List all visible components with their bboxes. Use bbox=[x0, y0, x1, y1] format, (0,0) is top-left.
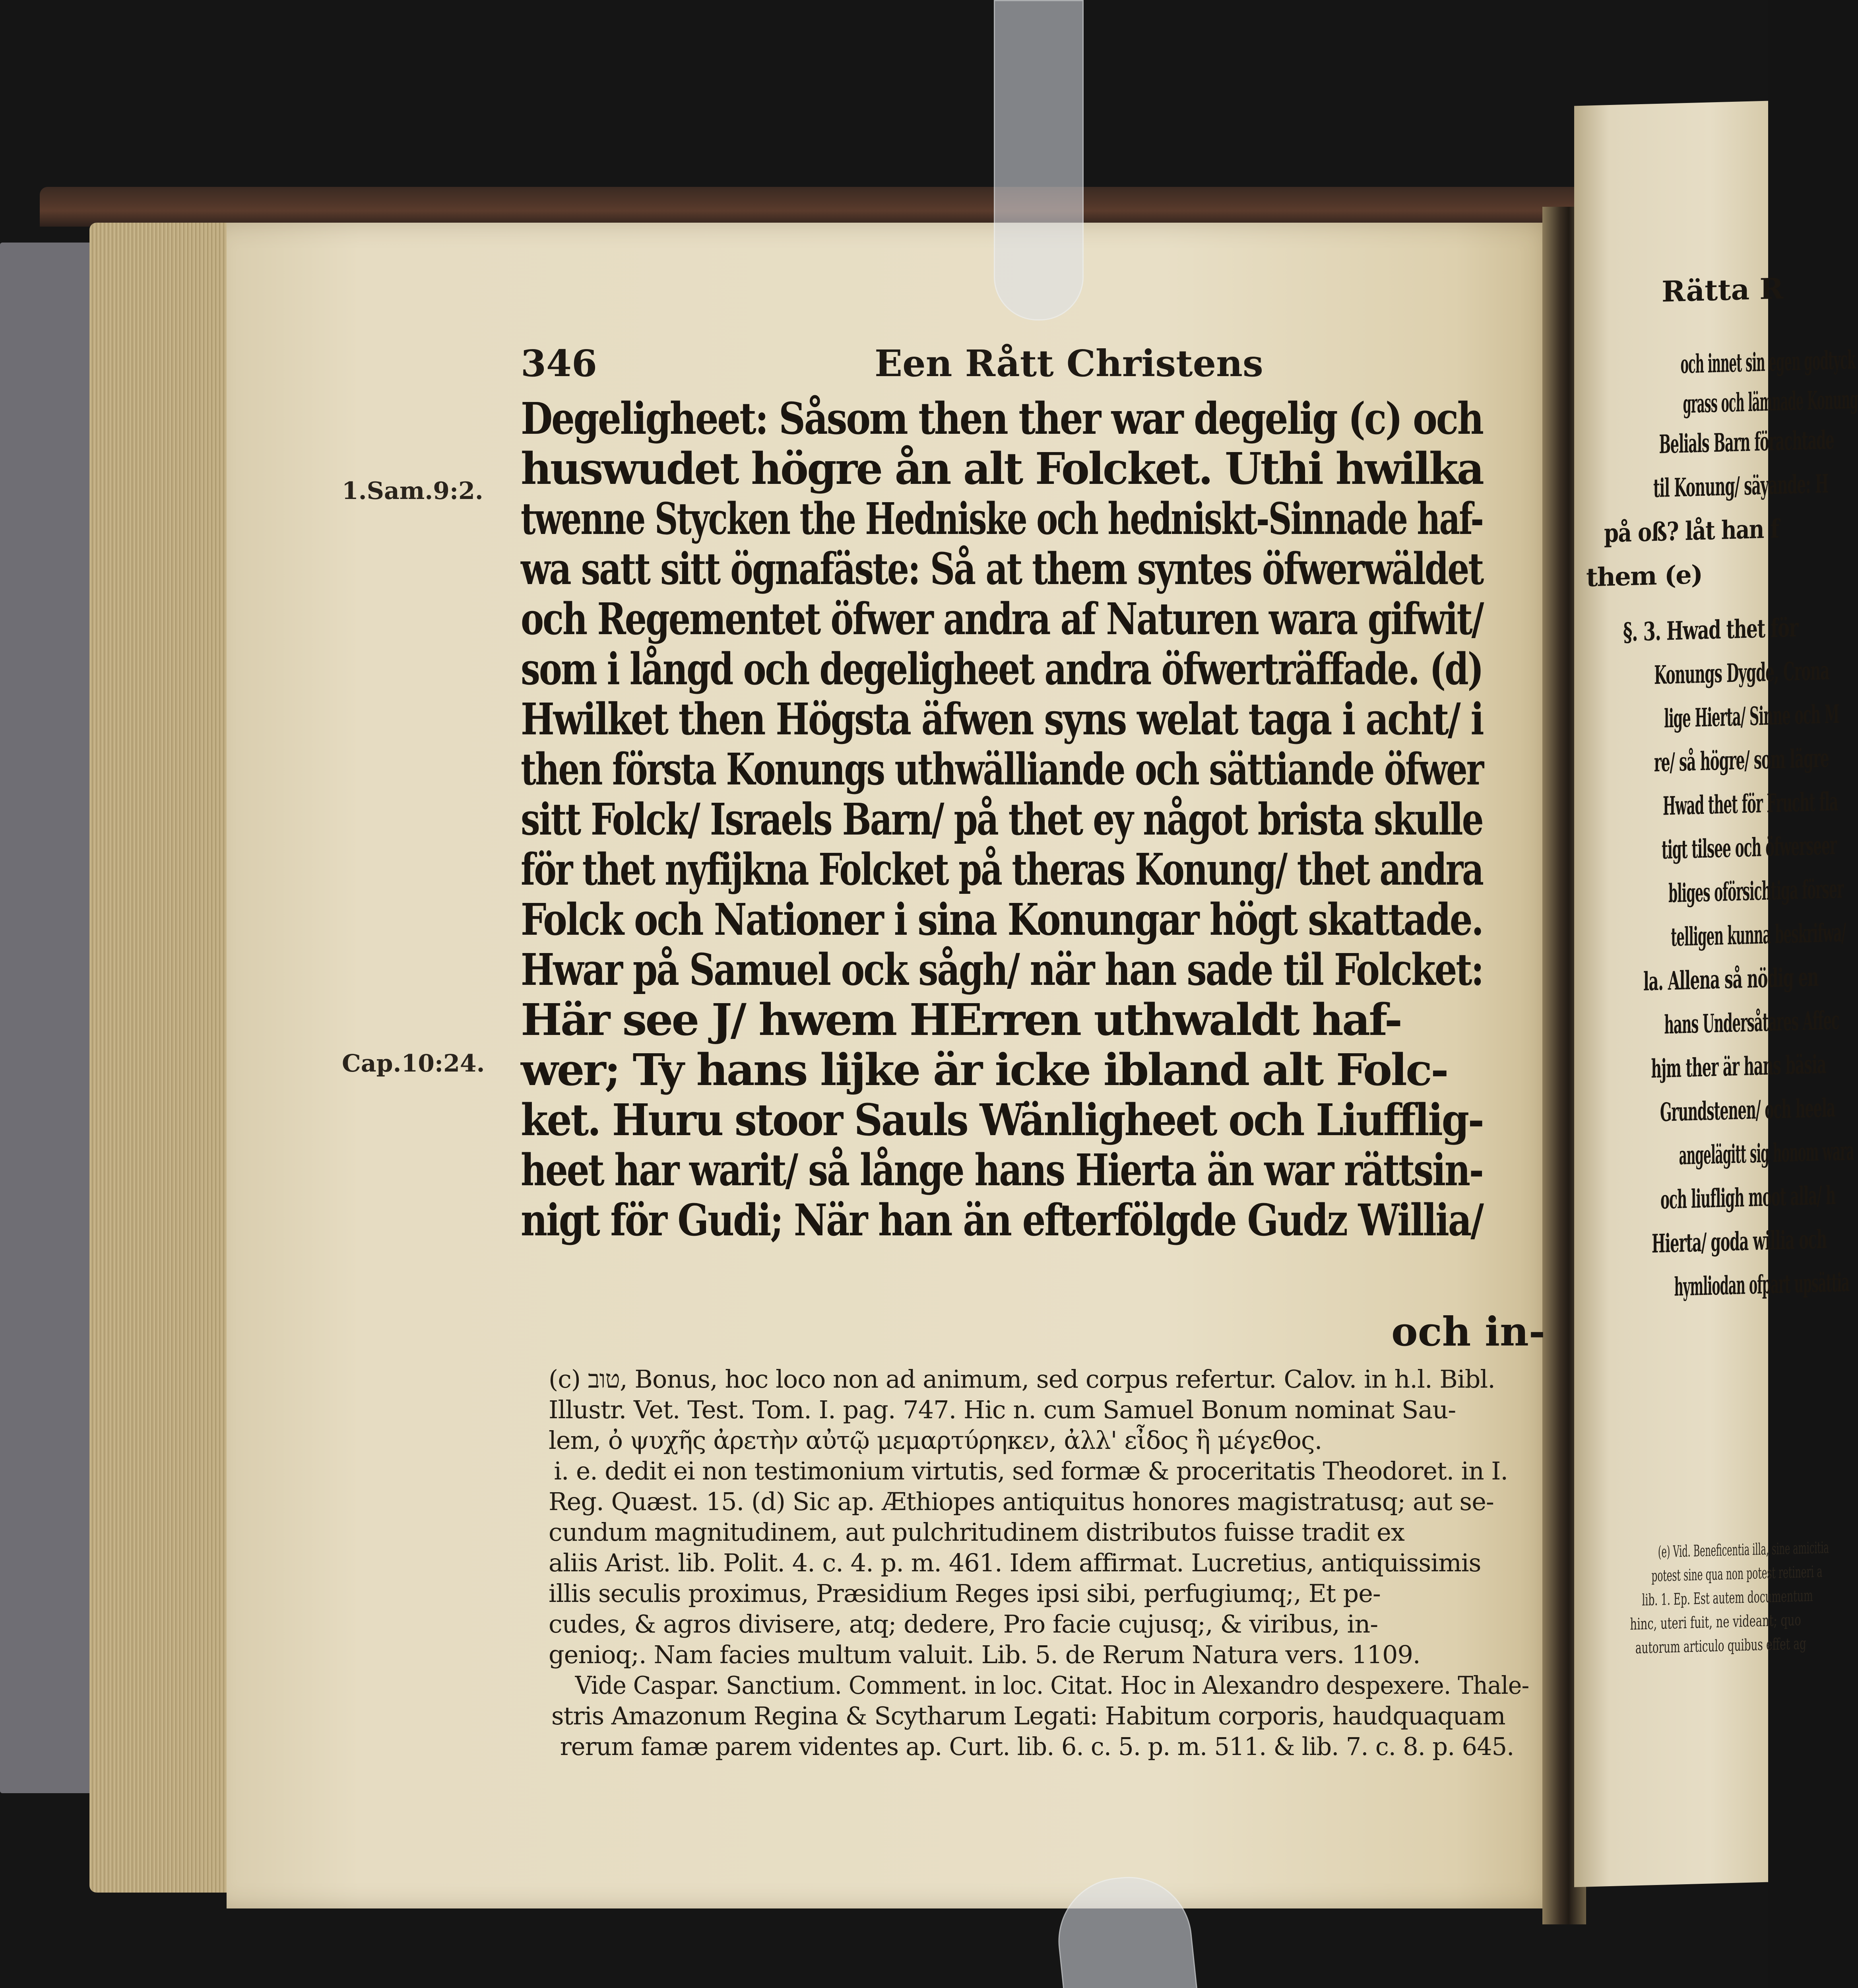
right-footnote-line: (e) Vid. Beneficentia illa, sine amicitia bbox=[1658, 1538, 1829, 1561]
right-text-line: hjm ther är hans bäsia bbox=[1651, 1049, 1826, 1084]
text-line: för thet nyfijkna Folcket på theras Konung/ thet andra bbox=[521, 844, 1483, 895]
text-line: heet har warit/ så långe hans Hierta än war rättsin- bbox=[521, 1144, 1483, 1196]
right-text-line: tigt tilsee och öfwerseer bbox=[1661, 831, 1837, 865]
text-line: wer; Ty hans lijke är icke ibland alt Folc- bbox=[521, 1044, 1447, 1095]
text-line: ket. Huru stoor Sauls Wänligheet och Liufflig- bbox=[521, 1094, 1483, 1145]
footnote-line: rerum famæ parem videntes ap. Curt. lib. 6. c. 5. p. m. 511. & lib. 7. c. 8. p. 645. bbox=[560, 1732, 1514, 1761]
right-text-line: re/ så högre/ som lägre bbox=[1654, 743, 1829, 778]
footnote-line: Illustr. Vet. Test. Tom. I. pag. 747. Hic n. cum Samuel Bonum nominat Sau- bbox=[549, 1395, 1456, 1424]
right-footnote-line: potest sine qua non potest retineri a bbox=[1651, 1563, 1823, 1586]
right-text-line: Hierta/ goda willia och bbox=[1652, 1224, 1827, 1259]
text-line: Degeligheet: Såsom then ther war degelig (c) och bbox=[521, 393, 1483, 444]
right-text-line: hans Undersåtares Affec bbox=[1664, 1005, 1839, 1040]
right-footnote-line: autorum articulo quibus effet ag bbox=[1635, 1635, 1806, 1658]
text-line: Hwilket then Högsta äfwen syns welat taga i acht/ i bbox=[521, 693, 1483, 745]
right-footnote-line: lib. 1. Ep. Est autem documentum bbox=[1642, 1586, 1813, 1609]
page-number: 346 bbox=[521, 342, 597, 385]
right-text-line: och innet sin egen godtyck bbox=[1680, 345, 1856, 380]
right-text-line: grass och lämnade Konung bbox=[1683, 384, 1858, 419]
footnote-line: lem, ὀ ψυχῆς ἀρετὴν αὐτῷ μεμαρτύρηκεν, ἀλλ' εἶδος ἢ μέγεθος. bbox=[549, 1426, 1322, 1455]
text-line: wa satt sitt ögnafäste: Så at them syntes öfwerwäldet bbox=[521, 543, 1483, 594]
running-head: Een Rått Christens bbox=[875, 342, 1263, 385]
text-line: Här see J/ hwem HErren uthwaldt haf- bbox=[521, 994, 1401, 1045]
right-page bbox=[1574, 101, 1858, 1887]
right-text-line: och liufligh moot alla/ h bbox=[1660, 1180, 1836, 1215]
right-text-line: Konungs Dygde, Crona bbox=[1654, 656, 1829, 691]
text-line: then första Konungs uthwälliande och sättiande öfwer bbox=[521, 744, 1483, 795]
footnote-line: i. e. dedit ei non testimonium virtutis, sed formæ & proceritatis Theodoret. in I. bbox=[554, 1456, 1508, 1485]
right-text-line: Grundstenen/ och heela bbox=[1660, 1093, 1835, 1128]
right-text-line: la. Allena så nödig en bbox=[1643, 962, 1818, 997]
right-running-head: Rätta R bbox=[1662, 271, 1784, 309]
catchword: och in- bbox=[1391, 1308, 1546, 1355]
margin-reference: Cap.10:24. bbox=[342, 1050, 485, 1077]
footnote-line: stris Amazonum Regina & Scytharum Legati: Habitum corporis, haudquaquam bbox=[551, 1701, 1505, 1730]
text-line: Hwar på Samuel ock sågh/ när han sade til Folcket: bbox=[521, 944, 1483, 995]
text-line: twenne Stycken the Hedniske och hedniskt-Sinnade haf- bbox=[521, 493, 1483, 544]
right-text-line: hymliodan ofpart upsättia bbox=[1674, 1268, 1849, 1302]
footnote-line: genioq;. Nam facies multum valuit. Lib. 5. de Rerum Natura vers. 1109. bbox=[549, 1640, 1420, 1669]
right-text-line: til Konung/ säyande: H bbox=[1653, 469, 1828, 504]
text-line: huswudet högre ån alt Folcket. Uthi hwilka bbox=[521, 443, 1483, 494]
footnote-line: cundum magnitudinem, aut pulchritudinem distributos fuisse tradit ex bbox=[549, 1518, 1404, 1547]
right-text-line: Belials Barn förachtade bbox=[1659, 425, 1834, 460]
text-line: som i långd och degeligheet andra öfwerträffade. (d) bbox=[521, 643, 1483, 695]
text-line: sitt Folck/ Israels Barn/ på thet ey något brista skulle bbox=[521, 794, 1483, 845]
main-text-block bbox=[521, 394, 1483, 1245]
footnote-line: cudes, & agros divisere, atq; dedere, Pro facie cujusq;, & viribus, in- bbox=[549, 1609, 1378, 1639]
right-text-line: lige Hierta/ Sinne och M bbox=[1664, 699, 1839, 734]
footnote-line: illis seculis proximus, Præsidium Reges ipsi sibi, perfugiumq;, Et pe- bbox=[549, 1579, 1381, 1608]
footnote-line: aliis Arist. lib. Polit. 4. c. 4. p. m. 461. Idem affirmat. Lucretius, antiquissimis bbox=[549, 1548, 1481, 1577]
right-text-line: på oß? låt han f bbox=[1604, 514, 1779, 549]
right-text-line: bliges oförsichtiga förser bbox=[1668, 874, 1844, 909]
text-line: och Regementet öfwer andra af Naturen wara gifwit/ bbox=[521, 593, 1483, 645]
text-line: Folck och Nationer i sina Konungar högt skattade. bbox=[521, 894, 1483, 945]
right-text-line: them (e) bbox=[1586, 559, 1703, 593]
right-text-line: telligen kunna beskrifwa/ bbox=[1671, 918, 1846, 953]
page-edges bbox=[89, 223, 240, 1893]
plastic-page-clip-top bbox=[994, 0, 1084, 320]
right-footnote-line: hinc, uteri fuit, ne videant; quo bbox=[1630, 1611, 1801, 1634]
footnote-line: (c) טוב, Bonus, hoc loco non ad animum, sed corpus refertur. Calov. in h.l. Bibl. bbox=[549, 1365, 1495, 1394]
footnote-line: Reg. Quæst. 15. (d) Sic ap. Æthiopes antiquitus honores magistratusq; aut se- bbox=[549, 1487, 1494, 1516]
margin-reference: 1.Sam.9:2. bbox=[342, 477, 483, 505]
footnote-line: Vide Caspar. Sanctium. Comment. in loc. Citat. Hoc in Alexandro despexere. Thale- bbox=[575, 1671, 1529, 1700]
text-line: nigt för Gudi; När han än efterfölgde Gudz Willia/ bbox=[521, 1194, 1483, 1246]
book-spine-edge bbox=[40, 187, 1590, 227]
right-text-line: Hwad thet för Frucht fla bbox=[1663, 787, 1838, 821]
right-text-line: angelägitt sig honom wara bbox=[1679, 1136, 1854, 1171]
footnotes-block bbox=[549, 1364, 1529, 1762]
right-text-line: §. 3. Hwad thet för bbox=[1623, 613, 1798, 648]
